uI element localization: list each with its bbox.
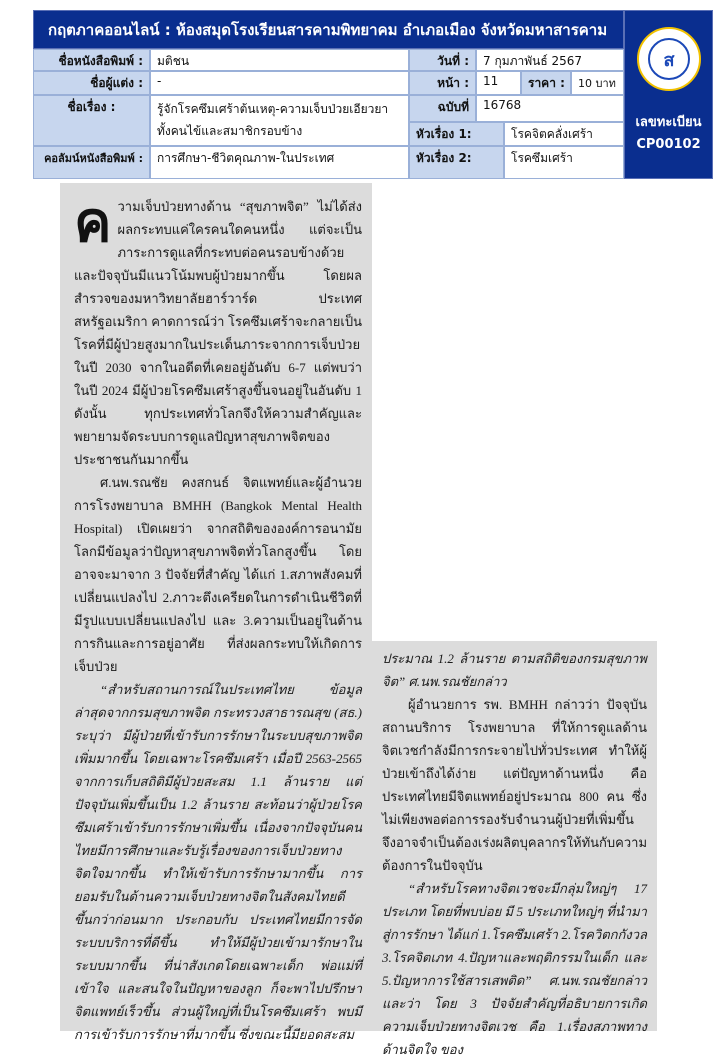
article-paragraph-5: ผู้อำนวยการ รพ. BMHH กล่าวว่า ปัจจุบัน สถานบริการ โรงพยาบาล ที่ให้การดูแลด้านจิตเวชกำลังมีการกระจายไปทั่วประเทศ ทำให้ผู้ป่วยเข้าถึงได้ง่าย แต่ปัญหาด้านหนึ่ง คือ ประเทศไทยมีจิตแพทย์อยู่ประมาณ 800 คน ซึ่งไม่เพียงพอต่อการรองรับจำนวนผู้ป่วยที่เพิ่มขึ้น จึงอาจจำเป็นต้องเร่งผลิตบุคลากรให้ทันกับความต้องการในปัจจุบัน <box>382 697 648 873</box>
newspaper-value: มติชน <box>150 49 409 71</box>
topic2-label: หัวเรื่อง 2: <box>409 146 504 179</box>
page-label: หน้า : <box>409 71 476 95</box>
price-label: ราคา : <box>521 71 571 95</box>
topic2-value: โรคซึมเศร้า <box>504 146 624 179</box>
article-paragraph-2: ศ.นพ.รณชัย คงสกนธ์ จิตแพทย์และผู้อำนวยการโรงพยาบาล BMHH (Bangkok Mental Health Hospital) เปิดเผยว่า จากสถิติขององค์การอนามัยโลกมีข้อมูลว่าปัญหาสุขภาพจิตทั่วโลกสูงขึ้น โดยอาจจะมาจาก 3 ปัจจัยที่สำคัญ ได้แก่ 1.สภาพสังคมที่เปลี่ยนแปลงไป 2.ภาวะตึงเครียดในการดำเนินชีวิตที่มีรูปแบบเปลี่ยนแปลงไป และ 3.ความเป็นอยู่ในด้านการกินและการอยู่อาศัย ที่ส่งผลกระทบให้เกิดการเจ็บป่วย <box>74 475 362 674</box>
article-column-right <box>372 641 657 1057</box>
topic1-label: หัวเรื่อง 1: <box>409 122 504 146</box>
date-value: 7 กุมภาพันธ์ 2567 <box>476 49 624 71</box>
subject-label: ชื่อเรื่อง : <box>33 95 150 146</box>
column-label: คอลัมน์หนังสือพิมพ์ : <box>33 146 150 179</box>
date-label: วันที่ : <box>409 49 476 71</box>
page-value: 11 <box>476 71 521 95</box>
registry-panel <box>624 10 713 179</box>
seal-emblem-icon: ส <box>648 38 690 80</box>
article-paragraph-3: “สำหรับสถานการณ์ในประเทศไทย ข้อมูลล่าสุดจากกรมสุขภาพจิต กระทรวงสาธารณสุข (สธ.) ระบุว่า มีผู้ป่วยที่เข้ารับการรักษาในระบบสุขภาพจิตเพิ่มมากขึ้น โดยเฉพาะโรคซึมเศร้า เมื่อปี 2563-2565 จากการเก็บสถิติมีผู้ป่วยสะสม 1.1 ล้านราย แต่ปัจจุบันเพิ่มขึ้นเป็น 1.2 ล้านราย สะท้อนว่าผู้ป่วยโรคซึมเศร้าเข้ารับการรักษาเพิ่มขึ้น เนื่องจากปัจจุบันคนไทยมีการศึกษาและรับรู้เรื่องของการเจ็บป่วยทางจิตใจมากขึ้น ทำให้เข้ารับการรักษามากขึ้น การยอมรับในด้านความเจ็บป่วยทางจิตในสังคมไทยดีขึ้นกว่าก่อนมาก ประกอบกับ ประเทศไทยมีการจัดระบบบริการที่ดีขึ้น ทำให้มีผู้ป่วยเข้ามารักษาในระบบมากขึ้น ที่น่าสังเกตโดยเฉพาะเด็ก พ่อแม่ที่เข้าใจ และสนใจในปัญหาของลูก ก็จะพาไปปรึกษาจิตแพทย์เร็วขึ้น ส่วนผู้ใหญ่ที่เป็นโรคซึมเศร้า พบมีการเข้ารับการรักษาที่มากขึ้น ซึ่งขณะนี้มียอดสะสม <box>74 682 362 1042</box>
subject-value: รู้จักโรคซึมเศร้าต้นเหตุ-ความเจ็บป่วยเอียวยาทั้งคนไข้และสมาชิกรอบข้าง <box>150 95 409 146</box>
issue-label: ฉบับที่ <box>409 95 476 122</box>
issue-value: 16768 <box>476 95 624 122</box>
author-label: ชื่อผู้แต่ง : <box>33 71 150 95</box>
newspaper-label: ชื่อหนังสือพิมพ์ : <box>33 49 150 71</box>
registry-label: เลขทะเบียน <box>635 115 702 130</box>
article-column-left <box>60 183 372 1042</box>
school-seal-logo <box>637 27 701 91</box>
column-value: การศึกษา-ชีวิตคุณภาพ-ในประเทศ <box>150 146 409 179</box>
article-dropcap: ค <box>74 190 112 255</box>
registry-number: CP00102 <box>636 137 701 152</box>
article-paragraph-6: “สำหรับโรคทางจิตเวชจะมีกลุ่มใหญ่ๆ 17 ประเภท โดยที่พบบ่อย มี 5 ประเภทใหญ่ๆ ที่นำมาสู่การรักษา ได้แก่ 1.โรคซึมเศร้า 2.โรควิตกกังวล 3.โรคจิตเภท 4.ปัญหาและพฤติกรรมในเด็ก และ 5.ปัญหาการใช้สารเสพติด” ศ.นพ.รณชัยกล่าว และว่า โดย 3 ปัจจัยสำคัญที่อธิบายการเกิดความเจ็บป่วยทางจิตเวช คือ 1.เรื่องสภาพทางด้านจิตใจ ของ <box>382 881 647 1057</box>
page-header <box>33 10 624 49</box>
article-paragraph-4: ประมาณ 1.2 ล้านราย ตามสถิติของกรมสุขภาพจิต” ศ.นพ.รณชัยกล่าว <box>382 651 647 689</box>
topic1-value: โรคจิตคลั่งเศร้า <box>504 122 624 146</box>
article-paragraph-1: วามเจ็บป่วยทางด้าน “สุขภาพจิต” ไม่ได้ส่งผลกระทบแค่ใครคนใดคนหนึ่ง แต่จะเป็นภาระการดูแลที่กระทบต่อคนรอบข้างด้วย และปัจจุบันมีแนวโน้มพบผู้ป่วยมากขึ้น โดยผลสำรวจของมหาวิทยาลัยฮาร์วาร์ด ประเทศสหรัฐอเมริกา คาดการณ์ว่า โรคซึมเศร้าจะกลายเป็นโรคที่มีผู้ป่วยสูงมากในประเด็นภาระจากการเจ็บป่วย ในปี 2030 จากในอดีตที่เคยอยู่อันดับ 6-7 แต่พบว่า ในปี 2024 มีผู้ป่วยโรคซึมเศร้าสูงขึ้นจนอยู่ในอันดับ 1 ดังนั้น ทุกประเทศทั่วโลกจึงให้ความสำคัญและพยายามจัดระบบการดูแลปัญหาสุขภาพจิตของประชาชนกันมากขึ้น <box>74 199 362 467</box>
metadata-table <box>33 49 624 179</box>
author-value: - <box>150 71 409 95</box>
price-value: 10 บาท <box>571 71 624 95</box>
newspaper-clipping <box>60 183 657 1057</box>
header-title: กฤตภาคออนไลน์ : ห้องสมุดโรงเรียนสารคามพิทยาคม อำเภอเมือง จังหวัดมหาสารคาม <box>48 20 608 39</box>
